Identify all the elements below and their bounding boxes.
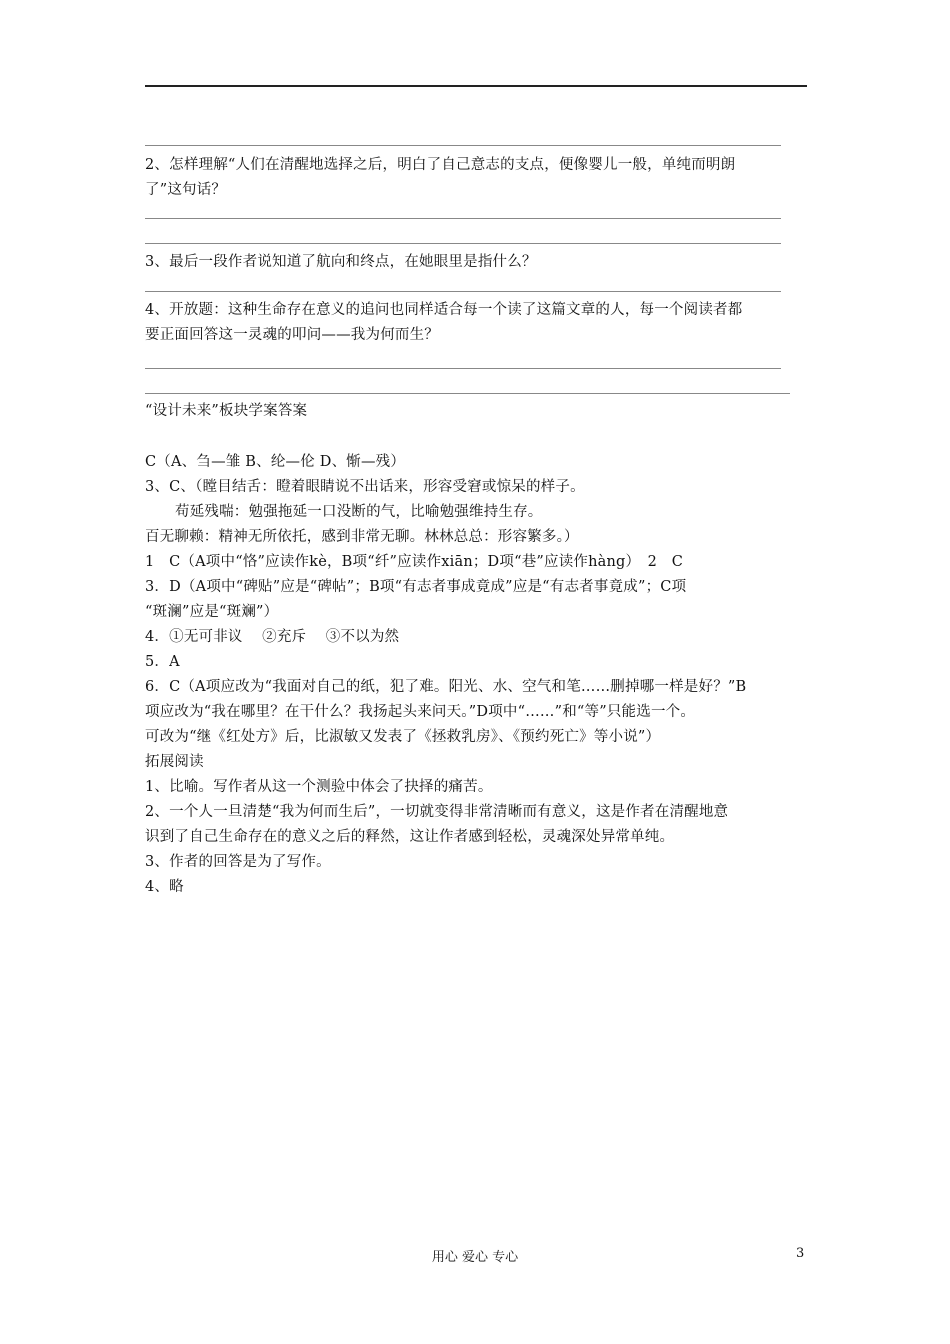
answer-line-text: 5．A <box>145 654 180 670</box>
answer-line <box>145 393 790 394</box>
answer-line <box>145 291 781 292</box>
answer-line-text: 识到了自己生命存在的意义之后的释然，这让作者感到轻松，灵魂深处异常单纯。 <box>145 829 675 845</box>
answer-line-text: 6．C（A项应改为“我面对自己的纸，犯了难。阳光、水、空气和笔……删掉哪一样是好？”B <box>145 679 747 695</box>
question-2-line-2: 了”这句话？ <box>145 182 227 198</box>
question-3: 3、最后一段作者说知道了航向和终点，在她眼里是指什么？ <box>145 254 537 270</box>
question-4-line-1: 4、开放题：这种生命存在意义的追问也同样适合每一个读了这篇文章的人，每一个阅读者都 <box>145 302 743 318</box>
answer-line-text: 3、C、（瞠目结舌：瞪着眼睛说不出话来，形容受窘或惊呆的样子。 <box>145 479 585 495</box>
answer-line-text: 1、比喻。写作者从这一个测验中体会了抉择的痛苦。 <box>145 779 493 795</box>
answer-line <box>145 243 781 244</box>
answer-line-text: 可改为“继《红处方》后，比淑敏又发表了《拯救乳房》、《预约死亡》等小说”） <box>145 729 661 745</box>
answer-line-text: 2、一个人一旦清楚“我为何而生后”，一切就变得非常清晰而有意义，这是作者在清醒地意 <box>145 804 729 820</box>
answer-line-text: 1 C（A项中“恪”应读作kè，B项“纤”应读作xiān；D项“巷”应读作hàng） 2 C <box>145 554 684 570</box>
answer-line-text: 3、作者的回答是为了写作。 <box>145 854 331 870</box>
page-number: 3 <box>796 1246 805 1261</box>
question-4-line-2: 要正面回答这一灵魂的叩问——我为何而生？ <box>145 327 439 343</box>
answer-line-text: 3．D（A项中“碑贴”应是“碑帖”；B项“有志者事成竟成”应是“有志者事竟成”；C项 <box>145 579 687 595</box>
answer-line-text: 4、略 <box>145 879 184 895</box>
footer-slogan: 用心 爱心 专心 <box>431 1250 519 1265</box>
answer-line-text: 苟延残喘：勉强拖延一口没断的气，比喻勉强维持生存。 <box>175 504 543 520</box>
answer-line-text: “斑澜”应是“斑斓”） <box>145 604 279 620</box>
answer-line-text: 项应改为“我在哪里？在干什么？我扬起头来问天。”D项中“……”和“等”只能选一个。 <box>145 704 696 720</box>
section-heading-extended-reading: 拓展阅读 <box>145 754 204 770</box>
answer-line-text: 百无聊赖：精神无所依托，感到非常无聊。林林总总：形容繁多。） <box>145 529 579 545</box>
answer-line <box>145 145 781 146</box>
answer-line-text: C（A、刍—雏 B、纶—伦 D、惭—残） <box>145 454 406 470</box>
answer-line <box>145 368 781 369</box>
answer-line <box>145 218 781 219</box>
question-2-line-1: 2、怎样理解“人们在清醒地选择之后，明白了自己意志的支点，便像婴儿一般，单纯而明朗 <box>145 157 736 173</box>
header-rule <box>145 85 807 87</box>
answers-heading: “设计未来”板块学案答案 <box>145 403 308 419</box>
answer-line-text: 4．①无可非议 ②充斥 ③不以为然 <box>145 629 400 645</box>
